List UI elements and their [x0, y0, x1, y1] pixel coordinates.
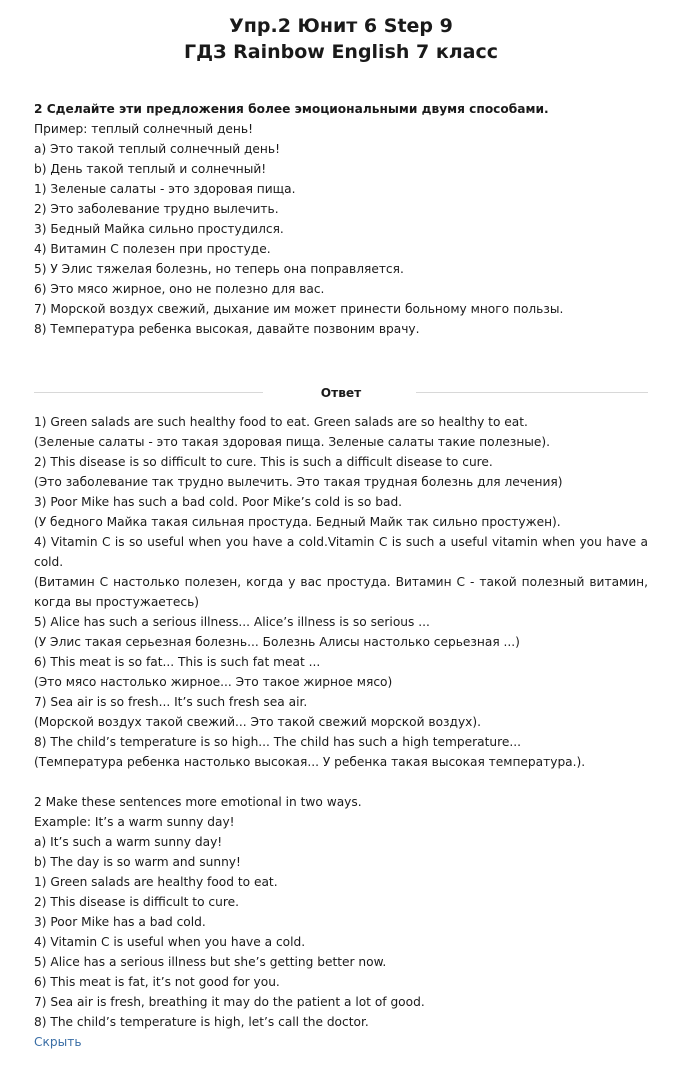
task-en-line: 4) Vitamin C is useful when you have a cold. — [34, 935, 306, 949]
answer-line: (Температура ребенка настолько высокая... У ребенка такая высокая температура.). — [34, 755, 586, 769]
task-en-line: 6) This meat is fat, it’s not good for you. — [34, 975, 280, 989]
task-line: 7) Морской воздух свежий, дыхание им может принести больному много пользы. — [34, 302, 564, 316]
task-russian — [34, 99, 648, 339]
task-en-line: a) It’s such a warm sunny day! — [34, 835, 223, 849]
task-en-line: 5) Alice has a serious illness but she’s getting better now. — [34, 955, 387, 969]
answer-line: (У Элис такая серьезная болезнь... Болезнь Алисы настолько серьезная ...) — [34, 635, 520, 649]
task-en-line: 2) This disease is difficult to cure. — [34, 895, 239, 909]
task-line: a) Это такой теплый солнечный день! — [34, 142, 280, 156]
answer-line: 5) Alice has such a serious illness... Alice’s illness is so serious ... — [34, 615, 430, 629]
title-line-1: Упр.2 Юнит 6 Step 9 — [229, 15, 453, 37]
answer-label: Ответ — [311, 383, 371, 403]
answers-block — [34, 412, 648, 772]
answer-line: (Это заболевание так трудно вылечить. Это такая трудная болезнь для лечения) — [34, 475, 563, 489]
task-en-line: Example: It’s a warm sunny day! — [34, 815, 235, 829]
task-line: 2) Это заболевание трудно вылечить. — [34, 202, 279, 216]
answer-line: 6) This meat is so fat... This is such fat meat ... — [34, 655, 321, 669]
task-en-line: 3) Poor Mike has a bad cold. — [34, 915, 206, 929]
task-en-line: b) The day is so warm and sunny! — [34, 855, 241, 869]
answer-line: (Витамин С настолько полезен, когда у вас простуда. Витамин С - такой полезный витамин, когда вы простужаетесь) — [34, 575, 648, 609]
hide-link[interactable]: Скрыть — [34, 1035, 82, 1049]
task-line: 1) Зеленые салаты - это здоровая пища. — [34, 182, 296, 196]
answer-line: 8) The child’s temperature is so high... The child has such a high temperature... — [34, 735, 521, 749]
title-line-2: ГДЗ Rainbow English 7 класс — [183, 41, 499, 63]
task-en-line: 1) Green salads are healthy food to eat. — [34, 875, 278, 889]
page-title — [34, 0, 648, 65]
answer-line: (Зеленые салаты - это такая здоровая пища. Зеленые салаты такие полезные). — [34, 435, 551, 449]
answer-line: (У бедного Майка такая сильная простуда. Бедный Майк так сильно простужен). — [34, 515, 561, 529]
task-line: b) День такой теплый и солнечный! — [34, 162, 267, 176]
task-english — [34, 792, 648, 1052]
task-line: Пример: теплый солнечный день! — [34, 122, 253, 136]
answer-divider — [34, 382, 648, 402]
task-en-line: 8) The child’s temperature is high, let’s call the doctor. — [34, 1015, 369, 1029]
task-line: 6) Это мясо жирное, оно не полезно для вас. — [34, 282, 325, 296]
answer-line: 2) This disease is so difficult to cure. This is such a difficult disease to cure. — [34, 455, 493, 469]
divider-rule-left — [34, 392, 263, 393]
answer-line: 3) Poor Mike has such a bad cold. Poor Mike’s cold is so bad. — [34, 495, 403, 509]
task-line: 4) Витамин С полезен при простуде. — [34, 242, 271, 256]
task-en-line: 2 Make these sentences more emotional in two ways. — [34, 795, 362, 809]
answer-line: (Это мясо настолько жирное... Это такое жирное мясо) — [34, 675, 393, 689]
answer-line: 7) Sea air is so fresh... It’s such fresh sea air. — [34, 695, 308, 709]
task-en-line: 7) Sea air is fresh, breathing it may do the patient a lot of good. — [34, 995, 425, 1009]
answer-line: 1) Green salads are such healthy food to eat. Green salads are so healthy to eat. — [34, 415, 528, 429]
task-line: 8) Температура ребенка высокая, давайте позвоним врачу. — [34, 322, 420, 336]
task-heading: 2 Сделайте эти предложения более эмоциональными двумя способами. — [34, 102, 549, 116]
divider-rule-right — [416, 392, 648, 393]
task-line: 3) Бедный Майка сильно простудился. — [34, 222, 284, 236]
answer-line: (Морской воздух такой свежий... Это такой свежий морской воздух). — [34, 715, 481, 729]
answer-line: 4) Vitamin C is so useful when you have a cold.Vitamin C is such a useful vitamin when you have a cold. — [34, 535, 648, 569]
task-line: 5) У Элис тяжелая болезнь, но теперь она поправляется. — [34, 262, 404, 276]
